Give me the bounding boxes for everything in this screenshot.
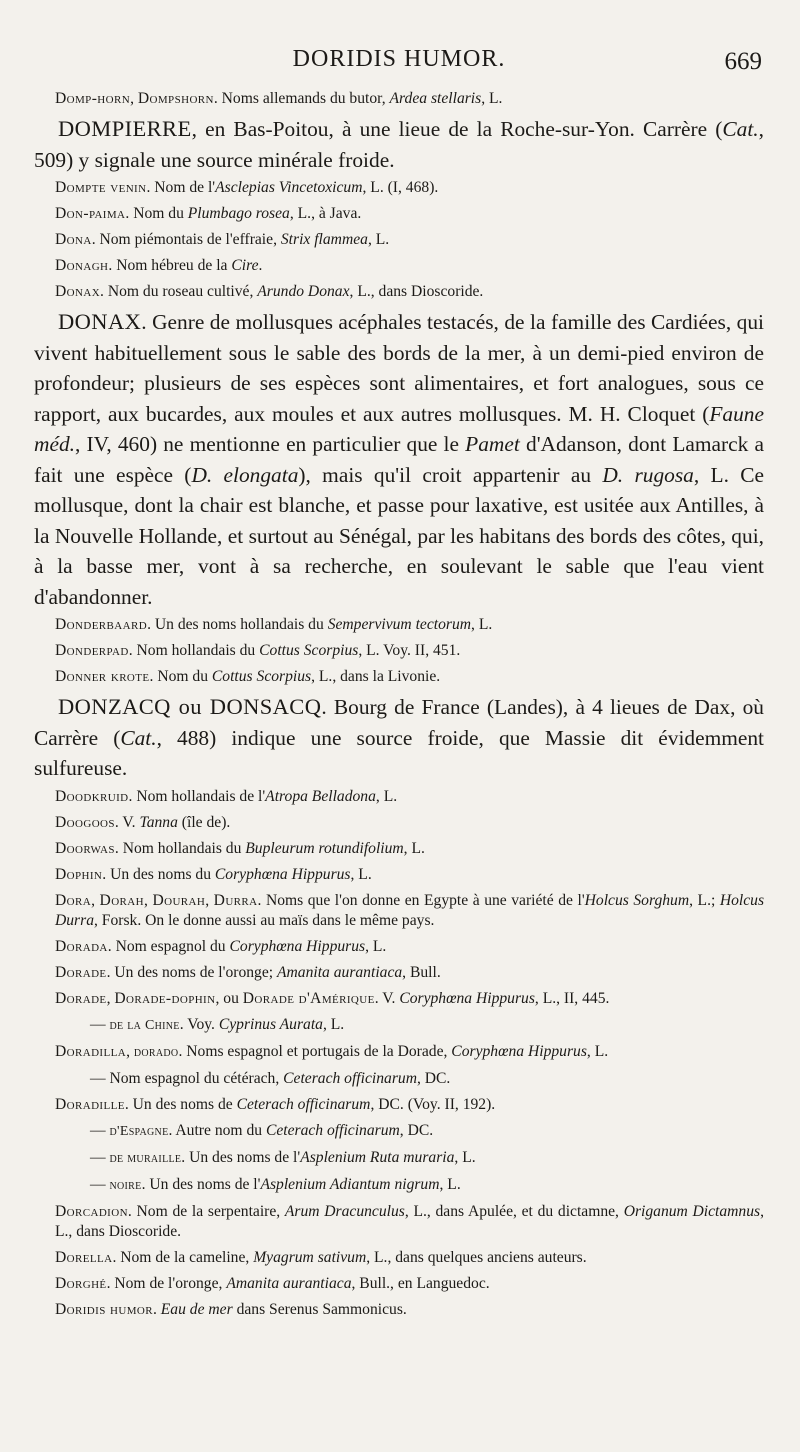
sub-headword: de muraille xyxy=(109,1150,182,1166)
dictionary-entry xyxy=(34,836,764,862)
entry-text: . Bourg de France (Landes), à 4 lieues de Dax, où Carrère ( xyxy=(34,695,764,750)
latin-name: Arundo Donax xyxy=(257,283,350,300)
entry-text: , L., dans la Livonie. xyxy=(311,668,441,685)
entry-text: , L., dans Dioscoride. xyxy=(55,1202,764,1240)
latin-name: Cottus Scorpius xyxy=(211,668,312,685)
dictionary-entry xyxy=(34,1118,764,1145)
entry-text: , L., dans Dioscoride. xyxy=(349,283,484,300)
entry-text: , 488) indique une source froide, que Massie dit évidemment sulfureuse. xyxy=(34,725,764,780)
latin-name: Cat. xyxy=(722,117,759,141)
latin-name: Asplenium Ruta muraria xyxy=(300,1148,455,1166)
entry-text: . Genre de mollusques acéphales testacés, de la famille des Cardiées, qui vivent habituellement sous le sable des bords de la mer, à un demi-pied environ de profondeur; plusieurs de ses espèces sont alimentaires, et fort analogues, sous ce rapport, aux bucardes, aux moules et aux autres mollusques. M. H. Cloquet ( xyxy=(34,310,764,426)
entry-text: . Noms espagnol et portugais de la Dorade, xyxy=(178,1042,452,1060)
latin-name: Sempervivum tectorum xyxy=(327,616,472,633)
headword: Durra xyxy=(213,891,258,909)
entry-text: , L. xyxy=(454,1148,476,1166)
entry-text: , xyxy=(130,90,138,107)
entry-text: , L. xyxy=(365,937,387,955)
entry-text: . Nom du xyxy=(125,205,188,222)
dictionary-entry xyxy=(34,810,764,836)
dictionary-entry xyxy=(34,960,764,986)
latin-name: Myagrum sativum xyxy=(253,1248,367,1266)
entry-text: . xyxy=(152,1300,161,1318)
entry-text: , L. Voy. II, 451. xyxy=(358,642,461,659)
page-number: 669 xyxy=(724,48,762,75)
latin-name: Coryphœna Hippurus xyxy=(451,1042,587,1060)
headword: Doridis humor xyxy=(55,1300,153,1318)
running-head xyxy=(34,46,764,86)
entry-text: , en Bas-Poitou, à une lieue de la Roche-sur-Yon. Carrère ( xyxy=(191,117,723,141)
entry-text: . Nom du xyxy=(149,668,212,685)
dictionary-entry xyxy=(34,986,764,1012)
entry-text: , L. xyxy=(439,1175,461,1193)
latin-name: Coryphœna Hippurus xyxy=(399,989,535,1007)
entry-text: — xyxy=(90,1175,110,1193)
entry-text: , DC. (Voy. II, 192). xyxy=(370,1095,496,1113)
latin-name: Bupleurum rotundifolium xyxy=(245,839,404,857)
entry-text: d'Adanson, dont Lamarck a fait une espèce ( xyxy=(34,432,764,487)
entry-text: , L. xyxy=(350,865,372,883)
dictionary-entry xyxy=(34,784,764,810)
latin-name: Holcus Durra xyxy=(55,891,765,929)
headword: Donderbaard xyxy=(55,616,148,633)
latin-name: Cottus Scorpius xyxy=(259,642,359,659)
headword: Dompte venin xyxy=(55,179,147,196)
latin-name: Coryphœna Hippurus xyxy=(214,865,351,883)
entry-text: , L., dans Apulée, et du dictamne, xyxy=(404,1202,624,1220)
headword: Dora xyxy=(55,891,92,909)
entry-text: . Nom hollandais de l' xyxy=(128,787,266,805)
latin-name: Strix flammea xyxy=(280,231,368,248)
headword: Dorah xyxy=(99,891,144,909)
entry-text: — xyxy=(90,1015,110,1033)
dictionary-entry xyxy=(34,175,764,201)
entry-text: , Bull., en Languedoc. xyxy=(351,1274,490,1292)
dictionary-entry xyxy=(34,86,764,112)
latin-name: Tanna xyxy=(139,813,178,831)
headword: Dophin xyxy=(55,865,103,883)
headword: Dorcadion xyxy=(55,1202,128,1220)
headword: Doorwas xyxy=(55,839,115,857)
entry-text: . Nom hollandais du xyxy=(114,839,246,857)
latin-name: Faune méd. xyxy=(34,401,764,456)
entry-text: , xyxy=(126,1042,134,1060)
latin-name: Ardea stellaris xyxy=(389,90,482,107)
headword: Dona xyxy=(55,231,92,248)
entry-text: . Un des noms du xyxy=(102,865,215,883)
headword: Doradilla xyxy=(55,1042,127,1060)
latin-name: Ceterach officinarum xyxy=(283,1069,417,1087)
dictionary-entry xyxy=(34,279,764,305)
entry-text: . Nom espagnol du xyxy=(107,937,230,955)
main-entry xyxy=(34,690,764,784)
latin-name: Origanum Dictamnus xyxy=(623,1202,761,1220)
dictionary-entry xyxy=(34,227,764,253)
dictionary-entry xyxy=(34,1199,764,1245)
sub-headword: d'Espagne xyxy=(109,1123,169,1139)
entry-text: . Nom du roseau cultivé, xyxy=(100,283,258,300)
dictionary-entry xyxy=(34,1271,764,1297)
entry-text: dans Serenus Sammonicus. xyxy=(232,1300,407,1318)
entry-text: — Nom espagnol du cétérach, xyxy=(90,1069,284,1087)
entry-text: . Autre nom du xyxy=(168,1121,266,1139)
entry-text: , DC. xyxy=(416,1069,451,1087)
headword: Dompshorn xyxy=(137,90,214,107)
sub-headword: noire xyxy=(109,1177,142,1193)
main-entry xyxy=(34,305,764,612)
entry-text: , Bull. xyxy=(402,963,441,981)
entry-text: . Nom hollandais du xyxy=(128,642,260,659)
dictionary-entry xyxy=(34,1145,764,1172)
entry-text: , xyxy=(91,891,100,909)
latin-name: Cyprinus Aurata xyxy=(218,1015,323,1033)
entry-text: . Noms allemands du butor, xyxy=(213,90,390,107)
entry-text: , L. xyxy=(471,616,493,633)
dictionary-entry xyxy=(34,664,764,690)
latin-name: Ceterach officinarum xyxy=(265,1121,400,1139)
entry-text: . Nom hébreu de la xyxy=(108,257,232,274)
dictionary-entry xyxy=(34,638,764,664)
entry-text: . Un des noms hollandais du xyxy=(147,616,328,633)
headword: Dorade xyxy=(55,989,107,1007)
sub-headword: dorado xyxy=(133,1044,179,1060)
entry-text: , DC. xyxy=(399,1121,434,1139)
dictionary-entry xyxy=(34,1039,764,1066)
latin-name: Arum Dracunculus xyxy=(284,1202,405,1220)
entry-text: , L. xyxy=(481,90,503,107)
headword: Dourah xyxy=(152,891,206,909)
latin-name: D. rugosa xyxy=(602,462,694,487)
latin-name: Cat. xyxy=(120,725,157,750)
entry-text: , L. xyxy=(586,1042,609,1060)
headword: Doogoos xyxy=(55,813,115,831)
entry-text: , L. xyxy=(375,787,398,805)
latin-name: Ceterach officinarum xyxy=(236,1095,371,1113)
headword: Dorade xyxy=(55,963,107,981)
dictionary-entry xyxy=(34,201,764,227)
entries-list xyxy=(34,86,764,1323)
dictionary-entry xyxy=(34,862,764,888)
entry-text: . Un des noms de l'oronge; xyxy=(106,963,277,981)
headword: Dorade d'Amérique xyxy=(242,989,375,1007)
latin-name: Cire xyxy=(231,257,259,274)
dictionary-entry xyxy=(34,1092,764,1118)
latin-name: Amanita aurantiaca xyxy=(226,1274,352,1292)
latin-name: Holcus Sorghum xyxy=(584,891,690,909)
headword: DONAX xyxy=(58,309,142,334)
entry-text: , xyxy=(143,891,153,909)
entry-text: , 509) y signale une source minérale froide. xyxy=(34,117,764,172)
dictionary-entry xyxy=(34,1245,764,1271)
entry-text: . xyxy=(258,257,263,274)
entry-text: . Nom de la serpentaire, xyxy=(127,1202,285,1220)
entry-text: . Un des noms de l' xyxy=(141,1175,261,1193)
headword: Dorghé xyxy=(55,1274,107,1292)
dictionary-entry xyxy=(34,934,764,960)
latin-name: Coryphœna Hippurus xyxy=(229,937,366,955)
entry-text: , xyxy=(205,891,214,909)
headword: Donax xyxy=(55,283,101,300)
entry-text: . Nom de la cameline, xyxy=(112,1248,254,1266)
entry-text: ), mais qu'il croit appartenir au xyxy=(298,462,603,487)
headword: DOMPIERRE xyxy=(58,116,192,141)
dictionary-entry xyxy=(34,253,764,279)
entry-text: , L. Ce mollusque, dont la chair est blanche, et passe pour laxative, est usitée aux Antilles, à la Nouvelle Hollande, et surtout au Sénégal, par les habitans des bords des côtes, qui, à la basse mer, vont à sa recherche, en soulevant le sable que l'eau vient d'abandonner. xyxy=(34,462,765,609)
entry-text: . V. xyxy=(114,813,140,831)
entry-text: , L. xyxy=(367,231,390,248)
entry-text: , L., dans quelques anciens auteurs. xyxy=(366,1248,587,1266)
latin-name: Atropa Belladona xyxy=(265,787,376,805)
latin-name: Eau de mer xyxy=(160,1300,233,1318)
entry-text: , L., à Java. xyxy=(289,205,362,222)
dictionary-entry xyxy=(34,888,764,934)
running-title: DORIDIS HUMOR. xyxy=(292,46,506,72)
entry-text: . Nom piémontais de l'effraie, xyxy=(91,231,281,248)
entry-text: , ou xyxy=(215,989,243,1007)
entry-text: . V. xyxy=(374,989,400,1007)
dictionary-entry xyxy=(34,1172,764,1199)
latin-name: Asplenium Adiantum nigrum xyxy=(260,1175,440,1193)
dictionary-entry xyxy=(34,1012,764,1039)
dictionary-entry xyxy=(34,1066,764,1092)
entry-text: , xyxy=(106,989,115,1007)
entry-text: , L. xyxy=(403,839,425,857)
entry-text: , L. (I, 468). xyxy=(362,179,439,196)
entry-text: , L., II, 445. xyxy=(534,989,610,1007)
sub-headword: de la Chine xyxy=(109,1017,180,1033)
entry-text: (île de). xyxy=(177,813,231,831)
headword: Dorade-dophin xyxy=(114,989,216,1007)
main-entry xyxy=(34,112,764,175)
entry-text: — xyxy=(90,1121,110,1139)
headword: DONZACQ ou DONSACQ xyxy=(58,694,322,719)
entry-text: — xyxy=(90,1148,110,1166)
entry-text: . Nom de l'oronge, xyxy=(106,1274,227,1292)
headword: Doradille xyxy=(55,1095,125,1113)
headword: Dorella xyxy=(55,1248,113,1266)
entry-text: . Un des noms de xyxy=(124,1095,237,1113)
headword: Donderpad xyxy=(55,642,129,659)
entry-text: . Voy. xyxy=(179,1015,219,1033)
latin-name: Plumbago rosea xyxy=(187,205,290,222)
entry-text: , Forsk. On le donne aussi au maïs dans le même pays. xyxy=(94,911,435,929)
entry-text: . Nom de l' xyxy=(146,179,216,196)
entry-text: . Noms que l'on donne en Egypte à une variété de l' xyxy=(257,891,585,909)
headword: Domp-horn xyxy=(55,90,131,107)
latin-name: Amanita aurantiaca xyxy=(276,963,403,981)
dictionary-entry xyxy=(34,612,764,638)
headword: Don-paima xyxy=(55,205,126,222)
entry-text: , IV, 460) ne mentionne en particulier que le xyxy=(75,432,466,456)
latin-name: D. elongata xyxy=(191,462,299,487)
dictionary-entry xyxy=(34,1297,764,1323)
headword: Doodkruid xyxy=(55,787,129,805)
entry-text: , L.; xyxy=(689,891,720,909)
headword: Donagh xyxy=(55,257,109,274)
entry-text: , L. xyxy=(322,1015,345,1033)
headword: Dorada xyxy=(55,937,108,955)
latin-name: Asclepias Vincetoxicum xyxy=(215,179,363,196)
headword: Donner krote xyxy=(55,668,150,685)
entry-text: . Un des noms de l' xyxy=(181,1148,301,1166)
latin-name: Pamet xyxy=(465,432,520,456)
